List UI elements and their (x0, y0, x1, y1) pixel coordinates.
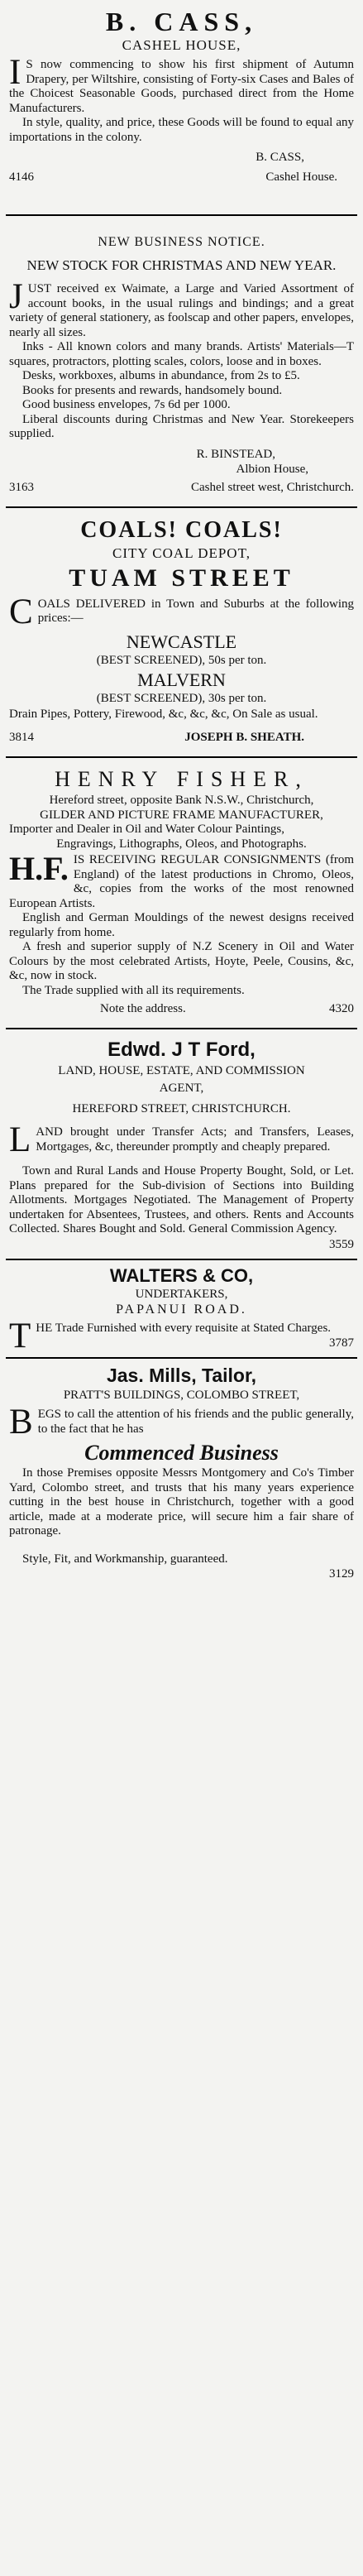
ad-henry-fisher (6, 758, 357, 1021)
ad-subtitle: PRATT'S BUILDINGS, COLOMBO STREET, (63, 1389, 300, 1402)
ad-signature-line: Albion House, (236, 462, 308, 476)
ad-paragraph: EGS to call the attention of his friends and the public generally, to the fact that he has (37, 1408, 354, 1436)
ad-paragraph: Style, Fit, and Workmanship, guaranteed. (22, 1552, 228, 1566)
ad-paragraph: Town and Rural Lands and House Property Bought, Sold, or Let. Plans prepared for the Sub-division of Sections into Building Allotments. Mortgages Negotiated. The Management of Property undertaken for Absentees, Trustees, and others. Rents and Accounts Collected. Shares Bought and Sold. General Commission Agency. (9, 1164, 354, 1235)
ad-paragraph: S now commencing to show his first shipment of Autumn Drapery, per Wiltshire, consisting of Forty-six Cases and Bales of the Choicest Seasonable Goods, purchased direct from the Home Manufacturers. (9, 58, 354, 115)
ad-ref-number: 3814 (9, 731, 34, 744)
ad-footer-right: JOSEPH B. SHEATH. (184, 731, 304, 744)
ad-paragraph: In style, quality, and price, these Goods will be found to equal any importations in the colony. (9, 116, 354, 144)
dropcap: I (9, 53, 21, 92)
ad-ref-number: 4320 (329, 1002, 354, 1015)
ad-signature: B. CASS, (256, 151, 304, 164)
ad-body (9, 1403, 354, 1442)
coal-item: MALVERN (137, 669, 226, 690)
ad-body (9, 592, 354, 631)
dropcap: T (9, 1316, 31, 1355)
ad-subtitle: CASHEL HOUSE, (122, 37, 241, 53)
ad-body (9, 55, 354, 145)
ad-ref-number: 3787 (329, 1336, 354, 1350)
ad-signature: R. BINSTEAD, (196, 447, 275, 461)
ad-paragraph: Importer and Dealer in Oil and Water Colour Paintings, (9, 823, 285, 836)
ad-footer (9, 480, 354, 495)
ad-paragraph: In those Premises opposite Messrs Montgomery and Co's Timber Yard, Colombo street, and trusts that his many years experience cutting in the best house in Christchurch, together with a good article, made at a moderate price, will secure him a fair share of patronage. (9, 1466, 354, 1537)
ad-footer-left: Note the address. (100, 1002, 186, 1015)
coal-price: (BEST SCREENED), 50s per ton. (96, 653, 267, 667)
ad-title: NEW STOCK FOR CHRISTMAS AND NEW YEAR. (26, 257, 337, 273)
ad-paragraph: The Trade supplied with all its requirements. (22, 983, 245, 997)
ad-footer-right: Cashel House. (265, 170, 337, 184)
ad-paragraph: AND brought under Transfer Acts; and Transfers, Leases, Mortgages, &c, thereunder promptly and cheaply prepared. (36, 1125, 354, 1154)
ad-walters (6, 1260, 357, 1356)
ad-trade: GILDER AND PICTURE FRAME MANUFACTURER, (40, 808, 323, 822)
ad-paragraph: OALS DELIVERED in Town and Suburbs at the following prices:— (37, 597, 354, 625)
ad-header: NEW BUSINESS NOTICE. (98, 235, 265, 249)
ad-paragraph: Good business envelopes, 7s 6d per 1000. (22, 398, 231, 411)
ad-ref-number: 3163 (9, 480, 34, 494)
ad-body (9, 708, 354, 722)
ad-ref-number: 3129 (329, 1567, 354, 1581)
ad-body (9, 279, 354, 442)
ad-body (9, 1122, 354, 1237)
ad-title: WALTERS & CO, (109, 1264, 254, 1286)
ad-ref-number: 3559 (329, 1237, 354, 1251)
ad-binstead (6, 216, 357, 500)
ad-paragraph: English and German Mouldings of the newest designs received regularly from home. (9, 911, 354, 939)
ad-paragraph: Books for presents and rewards, handsomely bound. (22, 383, 283, 397)
ad-street: TUAM STREET (69, 564, 294, 592)
ad-edwd-ford (6, 1029, 357, 1257)
ad-title: B. CASS, (105, 7, 258, 36)
ad-b-cass (6, 0, 357, 189)
ad-paragraph: UST received ex Waimate, a Large and Varied Assortment of account books, in the usual rulings and bindings; and a great variety of general stationery, as foolscap and other papers, envelopes, nearly all sizes. (9, 282, 354, 339)
ad-initials: H.F. (9, 850, 69, 887)
dropcap: L (9, 1120, 31, 1159)
ad-heading: Commenced Business (84, 1441, 279, 1465)
ad-title: HENRY FISHER, (55, 767, 308, 791)
ad-jas-mills (6, 1359, 357, 1586)
ad-coals (6, 508, 357, 751)
ad-title: Edwd. J T Ford, (107, 1039, 256, 1061)
ad-subtitle: LAND, HOUSE, ESTATE, AND COMMISSION AGENT, (58, 1064, 305, 1095)
ad-street: PAPANUI ROAD. (116, 1302, 247, 1317)
ad-paragraph: Liberal discounts during Christmas and New Year. Storekeepers supplied. (9, 412, 354, 440)
ad-address: HEREFORD STREET, CHRISTCHURCH. (72, 1102, 291, 1115)
ad-paragraph: IS RECEIVING REGULAR CONSIGNMENTS (from England) of the latest productions in Chromo, Oleos, &c, copies from the works of the most renowned European Artists. (9, 853, 354, 910)
ad-paragraph: Inks - All known colors and many brands. Artists' Materials—T squares, protractors, plotting scales, colors, loose and in boxes. (9, 340, 354, 368)
ad-subtitle: Hereford street, opposite Bank N.S.W., Christchurch, (49, 794, 314, 807)
ad-subtitle: UNDERTAKERS, (135, 1287, 228, 1301)
ad-footer (9, 170, 354, 185)
ad-paragraph: Drain Pipes, Pottery, Firewood, &c, &c, &c, On Sale as usual. (9, 707, 318, 721)
dropcap: B (9, 1403, 33, 1442)
ad-paragraph: Desks, workboxes, albums in abundance, from 2s to £5. (22, 369, 300, 382)
ad-footer (9, 1001, 354, 1016)
dropcap: J (9, 277, 23, 316)
coal-price: (BEST SCREENED), 30s per ton. (96, 691, 267, 705)
ad-footer-right: Cashel street west, Christchurch. (190, 480, 354, 494)
ad-ref-number: 4146 (9, 170, 34, 184)
ad-body (9, 823, 354, 998)
ad-title: COALS! COALS! (80, 516, 283, 543)
coal-item: NEWCASTLE (126, 631, 237, 652)
ad-paragraph: HE Trade Furnished with every requisite at Stated Charges. (36, 1321, 332, 1335)
ad-footer (9, 730, 354, 745)
ad-body (9, 1466, 354, 1566)
ad-paragraph: A fresh and superior supply of N.Z Scenery in Oil and Water Colours by the most celebrated Artists, Hoyte, Peele, Cousins, &c, &c, now in stock. (9, 940, 354, 982)
ad-paragraph: Engravings, Lithographs, Oleos, and Photographs. (56, 837, 307, 851)
ad-title: Jas. Mills, Tailor, (106, 1365, 257, 1386)
dropcap: C (9, 592, 33, 631)
ad-subtitle: CITY COAL DEPOT, (112, 544, 251, 561)
